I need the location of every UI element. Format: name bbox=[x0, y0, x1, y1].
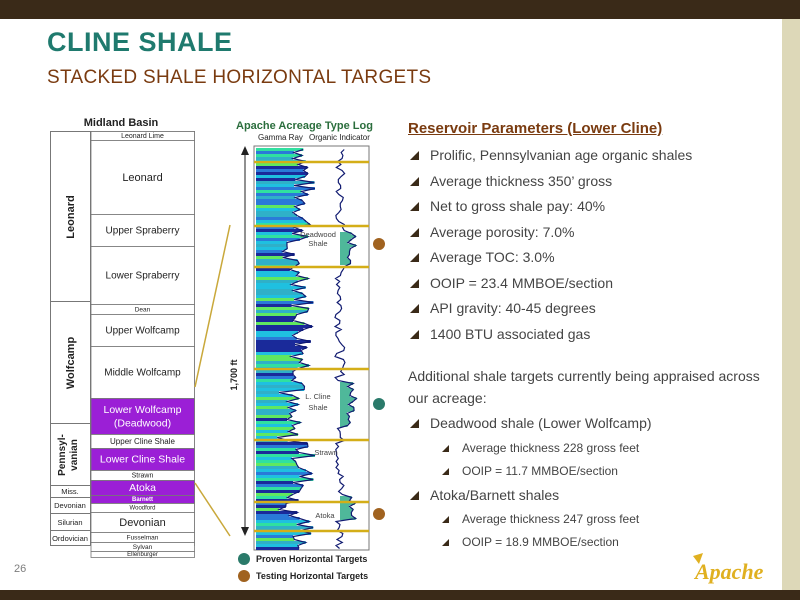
group-label-pennsylvanian-2: vanian bbox=[69, 439, 80, 471]
gamma-ray-band bbox=[256, 220, 306, 223]
footer-bar bbox=[0, 590, 800, 600]
testing-target-marker bbox=[373, 238, 385, 250]
zone-label-strawn: Strawn bbox=[314, 448, 338, 457]
gamma-ray-band bbox=[256, 379, 292, 382]
organic-fill bbox=[340, 253, 349, 256]
gamma-ray-band bbox=[256, 412, 290, 415]
parameter-item bbox=[408, 220, 778, 246]
strat-unit-label: Fusselman bbox=[126, 534, 159, 542]
target-item bbox=[408, 483, 778, 509]
gamma-ray-band bbox=[256, 319, 293, 322]
system-label-devonian: Devonian bbox=[54, 501, 86, 510]
gamma-ray-band bbox=[256, 247, 287, 250]
gamma-ray-band bbox=[256, 475, 300, 478]
apache-logo bbox=[689, 552, 767, 586]
zone-label-cline-1: L. Cline bbox=[305, 392, 331, 401]
organic-fill bbox=[340, 250, 349, 253]
reservoir-heading: Reservoir Parameters (Lower Cline) bbox=[408, 120, 663, 137]
sub-bullet-arrow-icon bbox=[442, 516, 449, 523]
gamma-ray-band bbox=[256, 190, 301, 193]
gamma-ray-band bbox=[256, 280, 298, 283]
gamma-ray-band bbox=[256, 295, 306, 298]
gamma-ray-band bbox=[256, 241, 287, 244]
gamma-ray-band bbox=[256, 409, 296, 412]
gamma-ray-band bbox=[256, 178, 295, 181]
slide-title: CLINE SHALE bbox=[47, 27, 233, 57]
strat-unit-label: Middle Wolfcamp bbox=[104, 367, 181, 379]
gamma-ray-band bbox=[256, 271, 299, 274]
gamma-ray-band bbox=[256, 325, 312, 328]
target-detail bbox=[408, 437, 778, 460]
bullet-arrow-icon bbox=[410, 279, 419, 288]
target-detail-text: OOIP = 18.9 MMBOE/section bbox=[462, 535, 619, 549]
bullet-arrow-icon bbox=[410, 228, 419, 237]
gamma-ray-label: Gamma Ray bbox=[258, 133, 303, 142]
gamma-ray-band bbox=[256, 403, 298, 406]
gamma-ray-band bbox=[256, 184, 294, 187]
system-label-miss: Miss. bbox=[61, 487, 79, 496]
parameter-text: Average TOC: 3.0% bbox=[430, 249, 555, 265]
gamma-ray-band bbox=[256, 514, 289, 517]
organic-fill bbox=[340, 505, 350, 508]
target-detail bbox=[408, 531, 778, 554]
gamma-ray-band bbox=[256, 400, 287, 403]
gamma-ray-band bbox=[256, 352, 303, 355]
slide-subtitle: STACKED SHALE HORIZONTAL TARGETS bbox=[47, 67, 432, 88]
gamma-ray-band bbox=[256, 343, 295, 346]
gamma-ray-band bbox=[256, 391, 279, 394]
gamma-ray-band bbox=[256, 337, 297, 340]
strat-unit-label: (Deadwood) bbox=[113, 417, 172, 430]
gamma-ray-band bbox=[256, 328, 303, 331]
zone-label-cline-2: Shale bbox=[308, 403, 328, 412]
strat-unit-label: Leonard bbox=[122, 171, 163, 184]
proven-dot-icon bbox=[238, 553, 250, 565]
zone-label-atoka: Atoka bbox=[315, 511, 335, 520]
gamma-ray-band bbox=[256, 322, 304, 325]
bullet-arrow-icon bbox=[410, 304, 419, 313]
bullet-arrow-icon bbox=[410, 419, 419, 428]
gamma-ray-band bbox=[256, 256, 283, 259]
gamma-ray-band bbox=[256, 217, 303, 220]
parameter-text: OOIP = 23.4 MMBOE/section bbox=[430, 274, 613, 291]
sub-bullet-arrow-icon bbox=[442, 468, 449, 475]
bullet-arrow-icon bbox=[410, 177, 419, 186]
bullet-arrow-icon bbox=[410, 330, 419, 339]
strat-unit-label: Strawn bbox=[131, 472, 154, 480]
thickness-label: 1,700 ft bbox=[229, 359, 239, 391]
parameter-item bbox=[408, 245, 778, 271]
parameter-text: 1400 BTU associated gas bbox=[430, 325, 591, 342]
gamma-ray-band bbox=[256, 175, 305, 178]
strat-unit-label: Atoka bbox=[129, 482, 156, 495]
gamma-ray-band bbox=[256, 268, 290, 271]
svg-text:Apache: Apache bbox=[695, 559, 764, 584]
gamma-ray-band bbox=[256, 232, 292, 235]
bullet-arrow-icon bbox=[410, 202, 419, 211]
gamma-ray-band bbox=[256, 472, 312, 475]
bullet-arrow-icon bbox=[410, 491, 419, 500]
target-name: Atoka/Barnett shales bbox=[430, 486, 560, 503]
strat-unit-label: Woodford bbox=[129, 505, 156, 512]
gamma-ray-band bbox=[256, 355, 291, 358]
gamma-ray-band bbox=[256, 313, 297, 316]
parameter-text: Average porosity: 7.0% bbox=[430, 223, 575, 240]
bullet-arrow-icon bbox=[410, 253, 419, 262]
gamma-ray-band bbox=[256, 277, 308, 280]
target-item bbox=[408, 411, 778, 437]
parameter-item bbox=[408, 143, 778, 169]
strat-unit-label: Sylvan bbox=[132, 543, 153, 551]
gamma-ray-band bbox=[256, 148, 303, 151]
organic-fill bbox=[340, 247, 350, 250]
parameter-item bbox=[408, 194, 778, 220]
gamma-ray-band bbox=[256, 385, 304, 388]
organic-fill bbox=[340, 514, 352, 517]
gamma-ray-band bbox=[256, 406, 288, 409]
parameter-item bbox=[408, 322, 778, 348]
gamma-ray-band bbox=[256, 466, 299, 469]
gamma-ray-band bbox=[256, 196, 295, 199]
zone-label-deadwood-1: Deadwood bbox=[300, 230, 336, 239]
gamma-ray-band bbox=[256, 520, 309, 523]
sub-bullet-arrow-icon bbox=[442, 539, 449, 546]
organic-indicator-label: Organic Indicator bbox=[309, 133, 370, 142]
gamma-ray-band bbox=[256, 358, 302, 361]
organic-fill bbox=[340, 412, 347, 415]
parameter-text: Average thickness 350’ gross bbox=[430, 172, 613, 189]
side-strip bbox=[782, 19, 800, 592]
gamma-ray-band bbox=[256, 430, 289, 433]
legend-label: Proven Horizontal Targets bbox=[256, 553, 368, 564]
parameter-text: Net to gross shale pay: 40% bbox=[430, 198, 606, 214]
strat-unit-label: Lower Wolfcamp bbox=[103, 403, 182, 416]
gamma-ray-band bbox=[256, 154, 302, 157]
gamma-ray-band bbox=[256, 283, 291, 286]
gamma-ray-band bbox=[256, 481, 293, 484]
gamma-ray-band bbox=[256, 463, 297, 466]
gamma-ray-band bbox=[256, 211, 293, 214]
gamma-ray-band bbox=[256, 487, 301, 490]
parameter-item bbox=[408, 271, 778, 297]
gamma-ray-band bbox=[256, 415, 292, 418]
strat-unit-label: Barnett bbox=[131, 497, 154, 504]
gamma-ray-band bbox=[256, 262, 299, 265]
gamma-ray-band bbox=[256, 535, 293, 538]
organic-fill bbox=[340, 241, 348, 244]
gamma-ray-band bbox=[256, 493, 293, 496]
gamma-ray-band bbox=[256, 205, 295, 208]
parameter-text: Prolific, Pennsylvanian age organic shales bbox=[430, 147, 693, 163]
parameter-item bbox=[408, 296, 778, 322]
testing-target-marker bbox=[373, 508, 385, 520]
gamma-ray-band bbox=[256, 361, 299, 364]
gamma-ray-band bbox=[256, 382, 302, 385]
parameter-item bbox=[408, 169, 778, 195]
gamma-ray-band bbox=[256, 544, 298, 547]
gamma-ray-band bbox=[256, 214, 297, 217]
strat-unit-label: Upper Wolfcamp bbox=[105, 325, 180, 337]
zone-label-deadwood-2: Shale bbox=[308, 239, 328, 248]
gamma-ray-band bbox=[256, 541, 306, 544]
gamma-ray-band bbox=[256, 193, 308, 196]
proven-target-marker bbox=[373, 398, 385, 410]
organic-fill bbox=[340, 394, 350, 397]
organic-fill bbox=[340, 418, 348, 421]
gamma-ray-band bbox=[256, 376, 296, 379]
gamma-ray-band bbox=[256, 451, 299, 454]
strat-unit-label: Dean bbox=[134, 306, 151, 314]
page-number: 26 bbox=[14, 563, 27, 575]
gamma-ray-band bbox=[256, 334, 293, 337]
gamma-ray-band bbox=[256, 445, 308, 448]
testing-dot-icon bbox=[238, 570, 250, 582]
parameter-text: API gravity: 40-45 degrees bbox=[430, 300, 596, 316]
additional-targets-list bbox=[408, 411, 778, 554]
target-detail-text: OOIP = 11.7 MMBOE/section bbox=[462, 463, 618, 478]
type-log-title: Apache Acreage Type Log bbox=[236, 120, 373, 132]
gamma-ray-band bbox=[256, 397, 299, 400]
gamma-ray-band bbox=[256, 508, 279, 511]
legend bbox=[238, 550, 368, 584]
additional-targets-intro: Additional shale targets currently being appraised across our acreage: bbox=[408, 368, 760, 406]
gamma-ray-band bbox=[256, 292, 302, 295]
organic-fill bbox=[340, 511, 351, 514]
gamma-ray-band bbox=[256, 505, 286, 508]
target-name: Deadwood shale (Lower Wolfcamp) bbox=[430, 415, 652, 431]
gamma-ray-band bbox=[256, 208, 300, 211]
gamma-ray-band bbox=[256, 163, 298, 166]
gamma-ray-band bbox=[256, 310, 308, 313]
gamma-ray-band bbox=[256, 538, 294, 541]
legend-item-testing bbox=[238, 567, 368, 584]
gamma-ray-band bbox=[256, 274, 296, 277]
organic-fill bbox=[340, 391, 351, 394]
bullet-arrow-icon bbox=[410, 151, 419, 160]
gamma-ray-band bbox=[256, 229, 302, 232]
strat-unit-label: Lower Spraberry bbox=[105, 270, 180, 282]
gamma-ray-band bbox=[256, 496, 287, 499]
gamma-ray-band bbox=[256, 316, 295, 319]
gamma-ray-band bbox=[256, 151, 294, 154]
organic-fill bbox=[340, 403, 348, 406]
gamma-ray-band bbox=[256, 169, 303, 172]
strat-unit-label: Leonard Lime bbox=[121, 132, 164, 140]
target-detail bbox=[408, 460, 778, 483]
gamma-ray-band bbox=[256, 373, 293, 376]
reservoir-parameters bbox=[408, 120, 778, 554]
strat-unit-label: Lower Cline Shale bbox=[99, 453, 186, 466]
gamma-ray-band bbox=[256, 304, 292, 307]
gamma-ray-band bbox=[256, 331, 298, 334]
strat-unit-label: Upper Cline Shale bbox=[110, 436, 175, 446]
target-detail-text: Average thickness 228 gross feet bbox=[462, 440, 640, 455]
type-log bbox=[190, 140, 400, 550]
target-detail bbox=[408, 508, 778, 531]
stratigraphic-column bbox=[50, 131, 195, 559]
gamma-ray-band bbox=[256, 424, 292, 427]
system-label-silurian: Silurian bbox=[57, 518, 83, 527]
gamma-ray-band bbox=[256, 484, 303, 487]
gamma-ray-band bbox=[256, 370, 293, 373]
gamma-ray-band bbox=[256, 457, 292, 460]
strat-unit-label: Ellenburger bbox=[127, 552, 158, 559]
gamma-ray-band bbox=[256, 289, 293, 292]
gamma-ray-band bbox=[256, 469, 306, 472]
gamma-ray-band bbox=[256, 436, 277, 439]
gamma-ray-band bbox=[256, 157, 293, 160]
gamma-ray-band bbox=[256, 448, 296, 451]
gamma-ray-band bbox=[256, 517, 300, 520]
gamma-ray-band bbox=[256, 199, 302, 202]
gamma-ray-band bbox=[256, 460, 296, 463]
gamma-ray-band bbox=[256, 250, 283, 253]
legend-label: Testing Horizontal Targets bbox=[256, 570, 369, 581]
sub-bullet-arrow-icon bbox=[442, 445, 449, 452]
gamma-ray-band bbox=[256, 346, 307, 349]
legend-item-proven bbox=[238, 550, 368, 567]
gamma-ray-band bbox=[256, 418, 287, 421]
strat-unit-label: Upper Spraberry bbox=[105, 225, 180, 237]
gamma-ray-band bbox=[256, 427, 295, 430]
header-bar bbox=[0, 0, 800, 19]
parameter-list bbox=[408, 143, 778, 347]
gamma-ray-band bbox=[256, 172, 308, 175]
group-label-pennsylvanian-1: Pennsyl- bbox=[57, 434, 68, 476]
gamma-ray-band bbox=[256, 349, 301, 352]
gamma-ray-band bbox=[256, 244, 287, 247]
gamma-ray-band bbox=[256, 166, 307, 169]
gamma-ray-band bbox=[256, 490, 299, 493]
group-label-leonard: Leonard bbox=[65, 195, 77, 239]
strat-unit-label: Devonian bbox=[119, 516, 166, 529]
basin-label: Midland Basin bbox=[83, 117, 159, 129]
gamma-ray-band bbox=[256, 202, 305, 205]
gamma-ray-band bbox=[256, 523, 297, 526]
target-detail-text: Average thickness 247 gross feet bbox=[462, 512, 640, 526]
organic-fill bbox=[340, 256, 348, 259]
system-label-ordovician: Ordovician bbox=[52, 534, 88, 543]
group-label-wolfcamp: Wolfcamp bbox=[65, 336, 77, 390]
gamma-ray-band bbox=[256, 364, 309, 367]
gamma-ray-band bbox=[256, 298, 294, 301]
